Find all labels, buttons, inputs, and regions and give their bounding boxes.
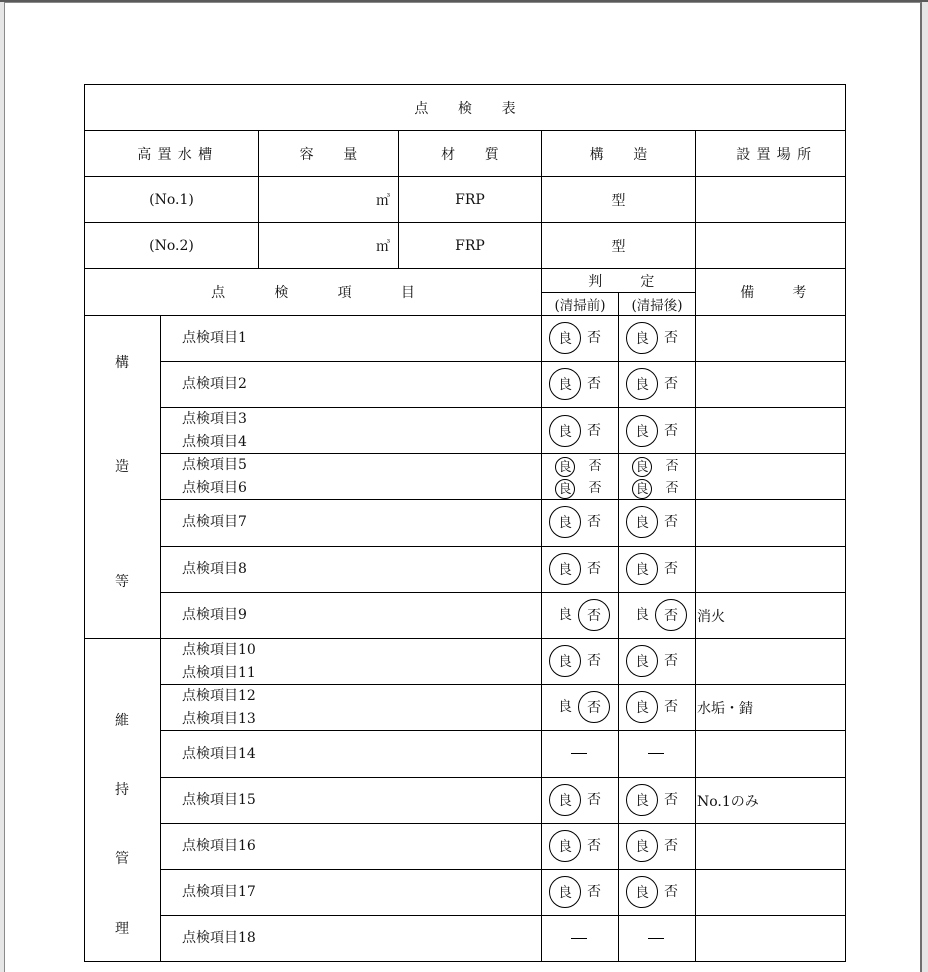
tank1-material: FRP [398,176,542,223]
tank1-structure: 型 [541,176,696,223]
header-structure: 構 造 [541,130,696,177]
before-judgement-8 [549,599,610,631]
row-12-remarks-cell [695,823,846,870]
item-16: 点検項目16 [182,838,256,854]
tank1-location [695,176,846,223]
before-judgement-14 [549,876,610,908]
good-mark: 良 [626,645,658,677]
group1-char-3: 等 [115,574,129,590]
good-mark: 良 [626,553,658,585]
bad-mark: 否 [578,599,610,631]
before-judgement-12 [549,784,610,816]
good-mark: 良 [549,876,581,908]
bad-mark: 否 [587,330,601,346]
bad-mark: 否 [664,514,678,530]
row-6-remarks-cell [695,546,846,593]
good-mark: 良 [549,368,581,400]
after-header: (清掃後) [618,292,696,316]
bad-mark: 否 [587,884,601,900]
before-judgement-4 [555,457,605,477]
good-mark: 良 [632,457,652,477]
item-15: 点検項目15 [182,792,256,808]
bad-mark: 否 [578,691,610,723]
before-judgement-3 [549,415,610,447]
bad-mark: 否 [664,838,678,854]
good-mark: 良 [558,699,572,715]
item-6: 点検項目6 [182,480,247,496]
after-judgement-5 [632,479,682,499]
good-mark: 良 [549,830,581,862]
inspection-header: 点 検 項 目 [84,268,542,316]
good-mark: 良 [555,479,575,499]
header-location: 設置場所 [695,130,846,177]
item-17: 点検項目17 [182,884,256,900]
good-mark: 良 [549,415,581,447]
bad-mark: 否 [664,561,678,577]
after-judgement-7 [626,553,687,585]
bad-mark: 否 [665,481,679,496]
after-judgement-2 [626,368,687,400]
item-4: 点検項目4 [182,434,247,450]
item-7: 点検項目7 [182,514,247,530]
judgement-header: 判 定 [541,268,696,293]
after-judgement-10 [626,691,687,723]
before-judgement-13 [549,830,610,862]
not-applicable-dash-1 [571,753,587,754]
after-judgement-13 [626,830,687,862]
after-judgement-9 [626,645,687,677]
good-mark: 良 [555,457,575,477]
item-10: 点検項目10 [182,642,256,658]
remarks-header: 備 考 [695,268,846,316]
not-applicable-dash-4 [648,938,664,939]
row-1-remarks-cell [695,315,846,362]
item-9: 点検項目9 [182,607,247,623]
good-mark: 良 [549,322,581,354]
tank2-material: FRP [398,222,542,269]
good-mark: 良 [549,645,581,677]
remark-9: 消火 [697,609,725,625]
good-mark: 良 [626,506,658,538]
tank2-name: (No.2) [84,222,259,269]
group2-char-4: 理 [115,921,129,937]
bad-mark: 否 [664,330,678,346]
after-judgement-14 [626,876,687,908]
before-judgement-7 [549,553,610,585]
item-1: 点検項目1 [182,330,247,346]
header-capacity: 容 量 [258,130,399,177]
group1-char-2: 造 [115,459,129,475]
bad-mark: 否 [664,653,678,669]
item-3: 点検項目3 [182,411,247,427]
remark-12: 水垢・錆 [697,701,753,717]
row-8-remarks-cell [695,638,846,685]
row-10-remarks-cell [695,730,846,778]
header-tank: 高置水槽 [84,130,259,177]
good-mark: 良 [626,322,658,354]
after-judgement-12 [626,784,687,816]
bad-mark: 否 [587,423,601,439]
good-mark: 良 [549,553,581,585]
not-applicable-dash-2 [648,753,664,754]
bad-mark: 否 [588,481,602,496]
before-judgement-2 [549,368,610,400]
tank1-capacity: ㎥ [258,176,399,223]
before-judgement-10 [549,691,610,723]
tank1-name: (No.1) [84,176,259,223]
good-mark: 良 [635,607,649,623]
before-header: (清掃前) [541,292,619,316]
item-13: 点検項目13 [182,711,256,727]
bad-mark: 否 [664,376,678,392]
good-mark: 良 [626,784,658,816]
row-14-remarks-cell [695,915,846,962]
bad-mark: 否 [655,599,687,631]
bad-mark: 否 [587,376,601,392]
bad-mark: 否 [587,514,601,530]
item-14: 点検項目14 [182,746,256,762]
bad-mark: 否 [664,884,678,900]
group1-char-1: 構 [115,355,129,371]
bad-mark: 否 [588,459,602,474]
item-5: 点検項目5 [182,457,247,473]
group2-cell [84,638,161,962]
header-material: 材 質 [398,130,542,177]
bad-mark: 否 [665,459,679,474]
good-mark: 良 [626,691,658,723]
item-2: 点検項目2 [182,376,247,392]
after-judgement-8 [626,599,687,631]
good-mark: 良 [626,368,658,400]
good-mark: 良 [626,415,658,447]
good-mark: 良 [558,607,572,623]
group2-char-2: 持 [115,782,129,798]
table-title: 点 検 表 [84,84,846,131]
group2-char-1: 維 [115,713,129,729]
bad-mark: 否 [587,792,601,808]
tank2-capacity: ㎥ [258,222,399,269]
item-12: 点検項目12 [182,688,256,704]
bad-mark: 否 [587,561,601,577]
row-13-remarks-cell [695,869,846,916]
bad-mark: 否 [587,838,601,854]
item-8: 点検項目8 [182,561,247,577]
before-judgement-9 [549,645,610,677]
row-10-after-cell [618,730,696,778]
bad-mark: 否 [664,699,678,715]
tank2-location [695,222,846,269]
bad-mark: 否 [587,653,601,669]
remark-15: No.1のみ [697,794,759,810]
after-judgement-4 [632,457,682,477]
good-mark: 良 [626,876,658,908]
good-mark: 良 [626,830,658,862]
not-applicable-dash-3 [571,938,587,939]
row-3-remarks-cell [695,407,846,454]
group2-char-3: 管 [115,851,129,867]
tank2-structure: 型 [541,222,696,269]
bad-mark: 否 [664,423,678,439]
item-18: 点検項目18 [182,930,256,946]
after-judgement-3 [626,415,687,447]
before-judgement-5 [555,479,605,499]
good-mark: 良 [549,784,581,816]
row-10-before-cell [541,730,619,778]
after-judgement-1 [626,322,687,354]
after-judgement-6 [626,506,687,538]
good-mark: 良 [549,506,581,538]
before-judgement-1 [549,322,610,354]
item-11: 点検項目11 [182,665,256,681]
row-5-remarks-cell [695,499,846,547]
good-mark: 良 [632,479,652,499]
before-judgement-6 [549,506,610,538]
row-4-remarks-cell [695,453,846,500]
bad-mark: 否 [664,792,678,808]
row-2-remarks-cell [695,361,846,408]
